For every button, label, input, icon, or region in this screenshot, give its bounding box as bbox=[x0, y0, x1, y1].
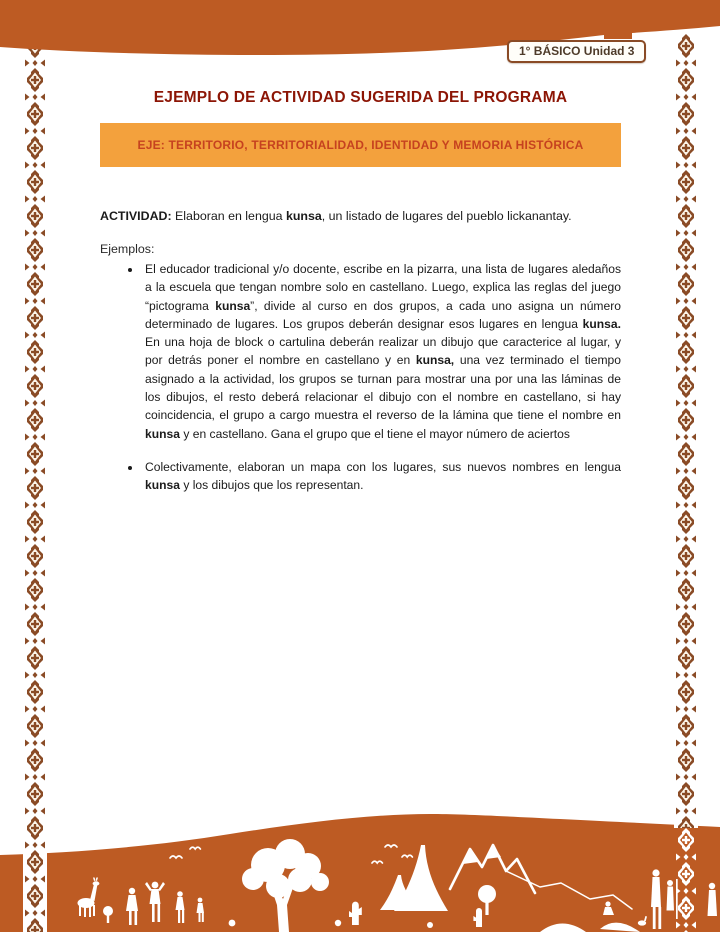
footer-landscape-illustration bbox=[0, 787, 720, 932]
activity-label: ACTIVIDAD: bbox=[100, 209, 172, 223]
unit-badge bbox=[507, 40, 646, 63]
examples-list bbox=[100, 260, 621, 495]
content-column bbox=[100, 0, 621, 510]
unit-badge-label: 1° BÁSICO Unidad 3 bbox=[519, 44, 635, 58]
page-title: EJEMPLO DE ACTIVIDAD SUGERIDA DEL PROGRAMA bbox=[153, 89, 568, 106]
example-item-1: • El educador tradicional y/o docente, escribe en la pizarra, una lista de lugares aledaños a la escuela que tengan nombre solo en castellano. Luego, explica las reglas del juego “pictograma kunsa”, divide al curso en dos grupos, a cada uno asigna un número determinado de lugares. Los grupos deberán designar esos lugares en lengua kunsa. En una hoja de block o cartulina deberán realizar un dibujo que caracterice al lugar, y por detrás poner el nombre en castellano y en kunsa, una vez terminado el tiempo asignado a la actividad, los grupos se turnan para mostrar una por una las láminas de los dibujos, el resto deberá relacionar el dibujo con el nombre en castellano, si hay coincidencia, el grupo a cargo muestra el reverso de la lámina que tiene el nombre en kunsa y en castellano. Gana el grupo que el tiene el mayor número de aciertos bbox=[142, 260, 621, 443]
axis-banner-label: EJE: TERRITORIO, TERRITORIALIDAD, IDENTIDAD Y MEMORIA HISTÓRICA bbox=[137, 138, 584, 152]
activity-line bbox=[100, 207, 621, 225]
right-border-pattern-inverted bbox=[674, 828, 698, 932]
right-border-pattern bbox=[674, 34, 698, 828]
examples-label: Ejemplos: bbox=[100, 242, 155, 256]
example-item-2: • Colectivamente, elaboran un mapa con los lugares, sus nuevos nombres en lengua kunsa y los dibujos que los representan. bbox=[142, 458, 621, 495]
left-border-pattern bbox=[23, 34, 47, 932]
axis-banner bbox=[100, 123, 621, 167]
activity-text: Elaboran en lengua kunsa, un listado de lugares del pueblo lickanantay. bbox=[171, 209, 572, 223]
